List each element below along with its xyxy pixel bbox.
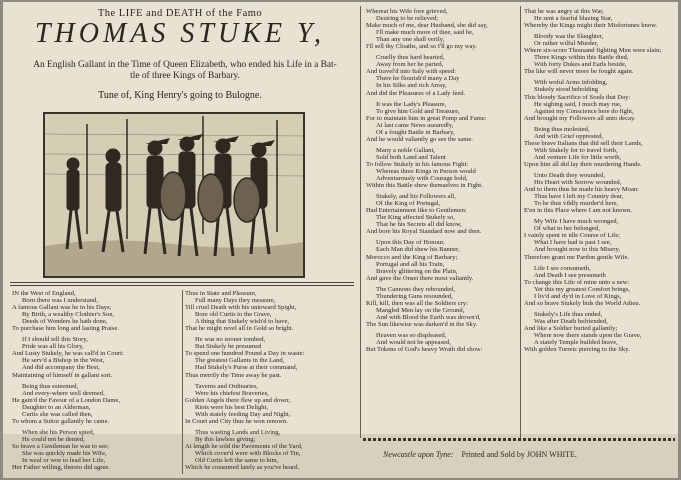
verse-line: His Heart with Sorrow wounded, [534,179,622,187]
verse-line: It was the Lady's Pleasure, [376,100,447,108]
verse-line: Thus have I left my Country dear, [534,193,624,201]
verse-line: Till cruel Death with his untoward Spight, [185,304,297,312]
verse-line: For to maintain him in great Pomp and Fame: [366,114,487,122]
verse-line: And to them thus he made his heavy Moan: [524,186,640,194]
verse-line: And with Grief opprested, [534,132,604,140]
verse-line: Of what to her belonged, [534,225,600,233]
verse-line: Thus in State and Pleasure, [185,290,257,297]
verse-line: If I should tell this Story, [22,336,88,344]
verse-line: Heaven was so displeased, [376,331,447,339]
verse-line: Pride was all his Glory, [22,343,84,351]
verse-line: Whereby the Kings might their Misfortunes know. [524,22,658,30]
verse-line: He could not be denied, [22,435,85,443]
verse-line: Being thus molested, [534,125,590,133]
divider-rule [10,282,354,283]
verse-line: And brought my Followers all unto decay. [524,114,636,122]
verse-line: Deeds of Wonders he hath done, [22,318,108,326]
verse-line: Had Stukely's Purse at their command, [195,364,298,372]
verse-line: To give him Gold and Treasure, [376,107,460,115]
verse-line: Morocco and the King of Barbary; [366,253,458,261]
verse-line: Portugal and all his Train, [376,260,445,268]
verse-line: Upon this Day of Honour, [376,239,445,247]
verse-line: Thus wasting Lands and Living, [195,428,281,436]
verse-line: Therefore grant me Pardon gentle Wife. [524,253,630,261]
verse-line: Make much of me, dear Husband, she did say, [366,22,488,30]
verse-line: That he his Secrets all did know, [376,221,462,229]
verse-line: Three Kings within this Battle died, [534,54,629,62]
soldiers-woodcut-image [45,114,303,276]
verse-line: With forty Dukes and Earls beside, [534,61,627,69]
verse-line: And Lusty Stukely, he was call'd in Court: [12,350,124,358]
verse-line: And bore his Royal Standard now and then. [366,228,482,236]
broadside-sheet [3,2,678,478]
verse-line: I liv'd and dy'd in Love of Kings, [534,292,622,300]
verse-line: And every-where well deemed, [22,389,105,397]
verse-line: And did the Pleasures of a Lady feed. [366,89,466,97]
verse-line: I'll sell thy Cloaths, and so I'll go my way. [366,43,477,51]
verse-line: With stately feeding Day and Night, [195,410,291,418]
subtitle [17,60,353,82]
verse-line: Mangled Men lay on the Ground, [376,306,465,314]
verse-line: The greatest Gallants in the Land, [195,357,285,365]
column-rule [520,6,521,438]
verse-line: In his Silks and rich Array, [376,82,447,90]
verse-line: There he flourish'd many a Day [376,75,460,83]
column-rule [360,6,361,438]
verse-line: Many a noble Gallant, [376,146,435,154]
verse-line: Being thus esteemed, [22,382,79,390]
verse-line: In Court and City thus he won renown. [185,417,288,425]
subtitle-line: An English Gallant in the Time of Queen Elizabeth, who ended his Life in a Bat- [33,60,337,70]
verse-line: Whereat his Wife fore grieved, [366,8,448,15]
verse-line: Bore old Curtis to the Grave, [195,311,272,319]
verse-line: And venture Life for little worth, [534,153,622,161]
verse-line: Where now there stands upon the Grave, [534,331,642,339]
verse-line: Of the King of Portugal, [376,200,441,208]
verse-line: Stukely, and his Followers all, [376,193,456,201]
verse-line: My Wife I have much wronged, [534,218,619,226]
woodcut-illustration [43,112,305,278]
verse-line: He serv'd a Bishop in the West, [22,357,105,365]
verse-line: These brave Italians that did sell their Lands, [524,139,643,147]
verse-line: Which he consumed lately as you've heard. [185,464,300,472]
title-name: THOMAS STUKE Y, [34,18,325,49]
imprint-printer: Printed and Sold by JOHN WHITE. [461,450,577,459]
verse-line: Cruelly thus hard hearted, [376,54,445,62]
verse-line: Maintaining of himself in gallant sort. [12,371,113,379]
subtitle-line: tle of three Kings of Barbary. [130,71,240,81]
verse-line: Against my Conscience here do fight, [534,107,634,115]
verse-line: Full many Days they measure, [195,297,276,305]
verse-column-a [12,290,182,476]
verse-line: I vainly spent in idle Course of Life; [524,232,621,240]
verse-line: Life I see consumeth, [534,264,591,272]
verse-line: And gave the Onset there most valiantly. [366,274,474,282]
verse-line: Which cover'd were with Blocks of Tin, [195,449,301,457]
verse-line: Thus merrily the Time away he past. [185,371,282,379]
verse-line: By this lawless giving; [195,435,256,443]
verse-line: But Tokens of God's heavy Wrath did show: [366,346,483,354]
verse-line: Unto Death they wounded, [534,171,606,179]
verse-line: Adventurously with Courage bold, [376,175,468,183]
verse-line: At length he sold the Pavements of the Yard, [185,442,303,450]
verse-line: E'en in this Place where I am not known. [524,207,632,215]
verse-line: Curtis she was called then, [22,410,93,418]
verse-line: The like will never more be fought again. [524,68,634,76]
verse-line: She was quickly made his Wife, [22,449,107,457]
verse-line: To be thus vildly murder'd here, [534,200,619,208]
verse-line: Each Man did shew his Banner, [376,246,460,254]
verse-line: Than any one shall verily, [376,36,445,44]
verse-line: To follow Stukely in his famous Fight: [366,160,469,168]
verse-line: With Stukely for to travel forth, [534,146,618,154]
divider-rule [10,285,354,286]
verse-line: When she his Person spied, [22,428,95,436]
verse-line: Upon him all did lay their murdering Hands. [524,160,642,168]
verse-line: Were his chiefest Braveries, [195,389,269,397]
verse-line: Stukely's Life thus ended, [534,310,603,318]
imprint-place: Newcastle upon Tyne: [383,450,454,459]
verse-line: Was after Death befriended, [534,317,608,325]
verse-line: He sighing said, I much may rue, [534,100,622,108]
verse-line: That he might revel all in Gold so bright. [185,325,294,333]
verse-line: And so brave Stukely bids the World Adieu. [524,299,641,307]
verse-line: Of a fought Battle in Barbary, [376,128,455,136]
verse-line: Sold both Land and Talent [376,153,446,161]
verse-line: And he would valiantly go see the same. [366,135,473,143]
verse-line: Bravely glittering on the Plain, [376,267,458,275]
verse-line: Stukely stood beholding [534,86,599,94]
verse-line: Golden Angels there flew up and down; [185,396,291,404]
verse-line: Her Father willing, thereto did agree. [12,464,110,472]
verse-line: Had Entertainment like to Gentlemen: [366,207,467,215]
verse-line: At last came News assuredly, [376,121,454,129]
verse-line: To whom a Suitor gallantly he came. [12,417,110,425]
verse-line: And with Blood the Earth was drown'd, [376,313,481,321]
verse-line: With woful Arms infolding, [534,79,608,87]
verse-column-b [185,290,357,476]
verse-line: To spend one hundred Pound a Day in waste: [185,350,305,358]
verse-line: So brave a Gentleman he was to see; [12,442,109,450]
verse-line: The Cannons they rebounded, [376,285,456,293]
verse-line: Daughter to an Alderman, [22,403,91,411]
verse-line: Born there was I understand, [22,297,98,305]
verse-line: Whereas three Kings in Person would [376,167,476,175]
verse-line: Bloody was the Slaughter, [534,33,604,41]
verse-line: And brought now to this Misery, [534,246,621,254]
verse-line: IN the West of England, [12,290,76,297]
verse-line: He gain'd the Favour of a London Dame, [12,396,121,404]
verse-line: The Sun likewise was darken'd in the Sky. [366,320,478,328]
verse-line: Where six-score Thousand fighting Men were slain; [524,47,662,55]
verse-line: And Death I see presumeth [534,271,606,279]
verse-line: Thundering Guns resounded, [376,292,453,300]
verse-line: And did accompany the Best, [22,364,100,372]
verse-line: Riots were his best Delight, [195,403,269,411]
tune-line: Tune of, King Henry's going to Bulogne. [98,90,262,101]
verse-line: Taverns and Ordinaries, [195,382,259,390]
verse-line: With golden Turrets piercing to the Sky. [524,346,630,354]
verse-line: Away from her he parted, [376,61,444,69]
title-line-1: The LIFE and DEATH of the Famo [97,8,263,19]
verse-line: Within this Battle shew themselves in Fight. [366,182,483,190]
verse-line: He sent a fearful blazing Star, [534,15,613,23]
verse-line: To purchase him long and lasting Praise. [12,325,120,333]
verse-line: In weal or woe to lead her Life, [22,457,106,465]
verse-line: And like a Soldier buried gallantly; [524,324,618,332]
verse-column-d [524,8,676,436]
verse-line: To change this Life of mine unto a new: [524,278,630,286]
verse-line: The King affected Stukely so, [376,214,455,222]
verse-line: Or rather wilful Murder, [534,40,599,48]
verse-line: That he was angry at this War, [524,8,604,15]
verse-line: What I have had is past I see, [534,239,612,247]
verse-line: Yet this my greatest Comfort brings, [534,285,631,293]
verse-line: By Birth, a wealthy Clothier's Son, [22,311,115,319]
column-rule [182,290,183,474]
verse-line: And travel'd into Italy with speed: [366,68,457,76]
verse-line: This bloody Sacrifice of Souls that Day: [524,93,631,101]
footer-rule [363,438,675,441]
verse-line: A stately Temple builded brave, [534,339,618,347]
verse-line: A famous Gallant was he in his Days; [12,304,112,312]
verse-line: And would not be appeased, [376,339,451,347]
verse-line: I'll make much more of thee, said he, [376,29,474,37]
verse-line: Kill, kill, then was all the Soldiers cry: [366,299,469,307]
verse-line: But Stukely he presumed [195,343,262,351]
verse-line: He was no sooner tombed, [195,336,266,344]
imprint-footer [383,450,677,459]
verse-line: A thing that Stukely wish'd to have, [195,318,290,326]
verse-line: Old Curtis left the same to him, [195,457,279,465]
verse-column-c [366,8,518,436]
verse-line: Desiring to be relieved; [376,15,439,23]
